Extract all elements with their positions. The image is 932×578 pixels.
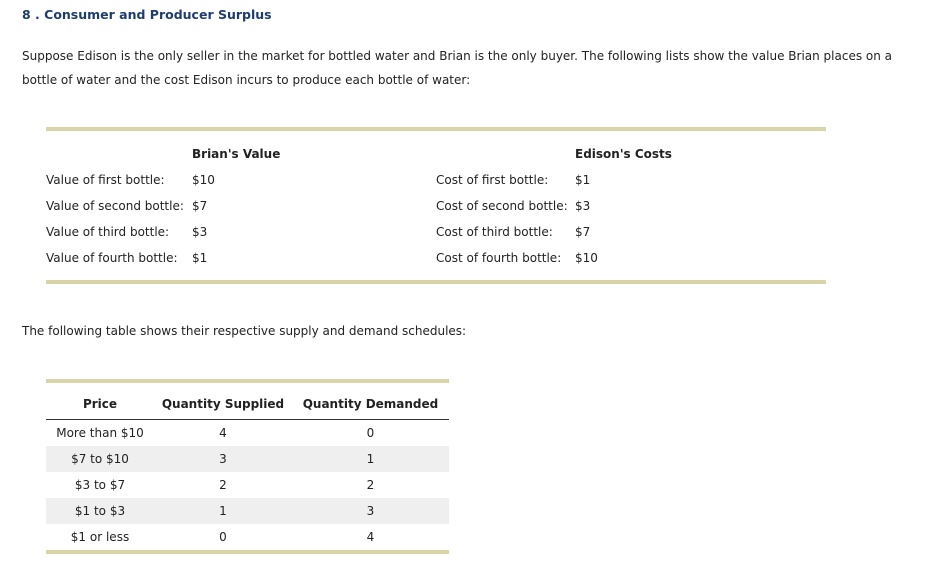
- price-cell: $3 to $7: [74, 478, 126, 492]
- demanded-cell: 4: [366, 530, 375, 544]
- edison-cost-label-1: Cost of first bottle:: [436, 173, 549, 187]
- brian-value-title: Brian's Value: [192, 147, 281, 161]
- supply-demand-table: [46, 379, 449, 554]
- supplied-cell: 4: [219, 426, 227, 440]
- demanded-cell: 0: [366, 426, 375, 440]
- schedule-intro-paragraph: The following table shows their respective supply and demand schedules:: [22, 324, 467, 338]
- table-row: [46, 420, 449, 447]
- edison-cost-amount-3: $7: [575, 225, 591, 239]
- header-price: Price: [46, 381, 154, 420]
- brian-value-amount-4: $1: [192, 251, 208, 265]
- edison-cost-amount-1: $1: [575, 173, 591, 187]
- table-row: [46, 498, 449, 524]
- header-quantity-demanded: Quantity Demanded: [292, 381, 449, 420]
- brian-value-label-2: Value of second bottle:: [46, 199, 184, 213]
- table-row: [46, 446, 449, 472]
- question-heading: 8 . Consumer and Producer Surplus: [22, 7, 272, 22]
- edison-costs-title: Edison's Costs: [575, 147, 672, 161]
- supplied-cell: 3: [154, 446, 292, 472]
- table-row: [46, 472, 449, 498]
- supplied-cell: 2: [219, 478, 227, 492]
- price-cell: $1 or less: [70, 530, 130, 544]
- brian-value-amount-1: $10: [192, 173, 215, 187]
- values-costs-box: [46, 127, 826, 284]
- brian-value-label-1: Value of first bottle:: [46, 173, 165, 187]
- table-header-row: [46, 381, 449, 420]
- edison-cost-amount-2: $3: [575, 199, 591, 213]
- supplied-cell: 0: [219, 530, 227, 544]
- table-row: [46, 524, 449, 552]
- edison-cost-label-2: Cost of second bottle:: [436, 199, 568, 213]
- demanded-cell: 3: [292, 498, 449, 524]
- demanded-cell: 2: [366, 478, 375, 492]
- supplied-cell: 1: [154, 498, 292, 524]
- demanded-cell: 1: [292, 446, 449, 472]
- brian-value-amount-2: $7: [192, 199, 208, 213]
- price-cell: $1 to $3: [46, 498, 154, 524]
- price-cell: $7 to $10: [46, 446, 154, 472]
- brian-value-label-4: Value of fourth bottle:: [46, 251, 178, 265]
- edison-cost-label-3: Cost of third bottle:: [436, 225, 553, 239]
- brian-value-label-3: Value of third bottle:: [46, 225, 170, 239]
- price-cell: More than $10: [56, 426, 144, 440]
- header-quantity-supplied: Quantity Supplied: [154, 381, 292, 420]
- brian-value-amount-3: $3: [192, 225, 208, 239]
- edison-cost-amount-4: $10: [575, 251, 598, 265]
- intro-paragraph: Suppose Edison is the only seller in the market for bottled water and Brian is the only buyer. The following lists show the value Brian places on a bottle of water and the cost Edison incurs to produce each bottle of water:: [22, 49, 893, 87]
- edison-cost-label-4: Cost of fourth bottle:: [436, 251, 562, 265]
